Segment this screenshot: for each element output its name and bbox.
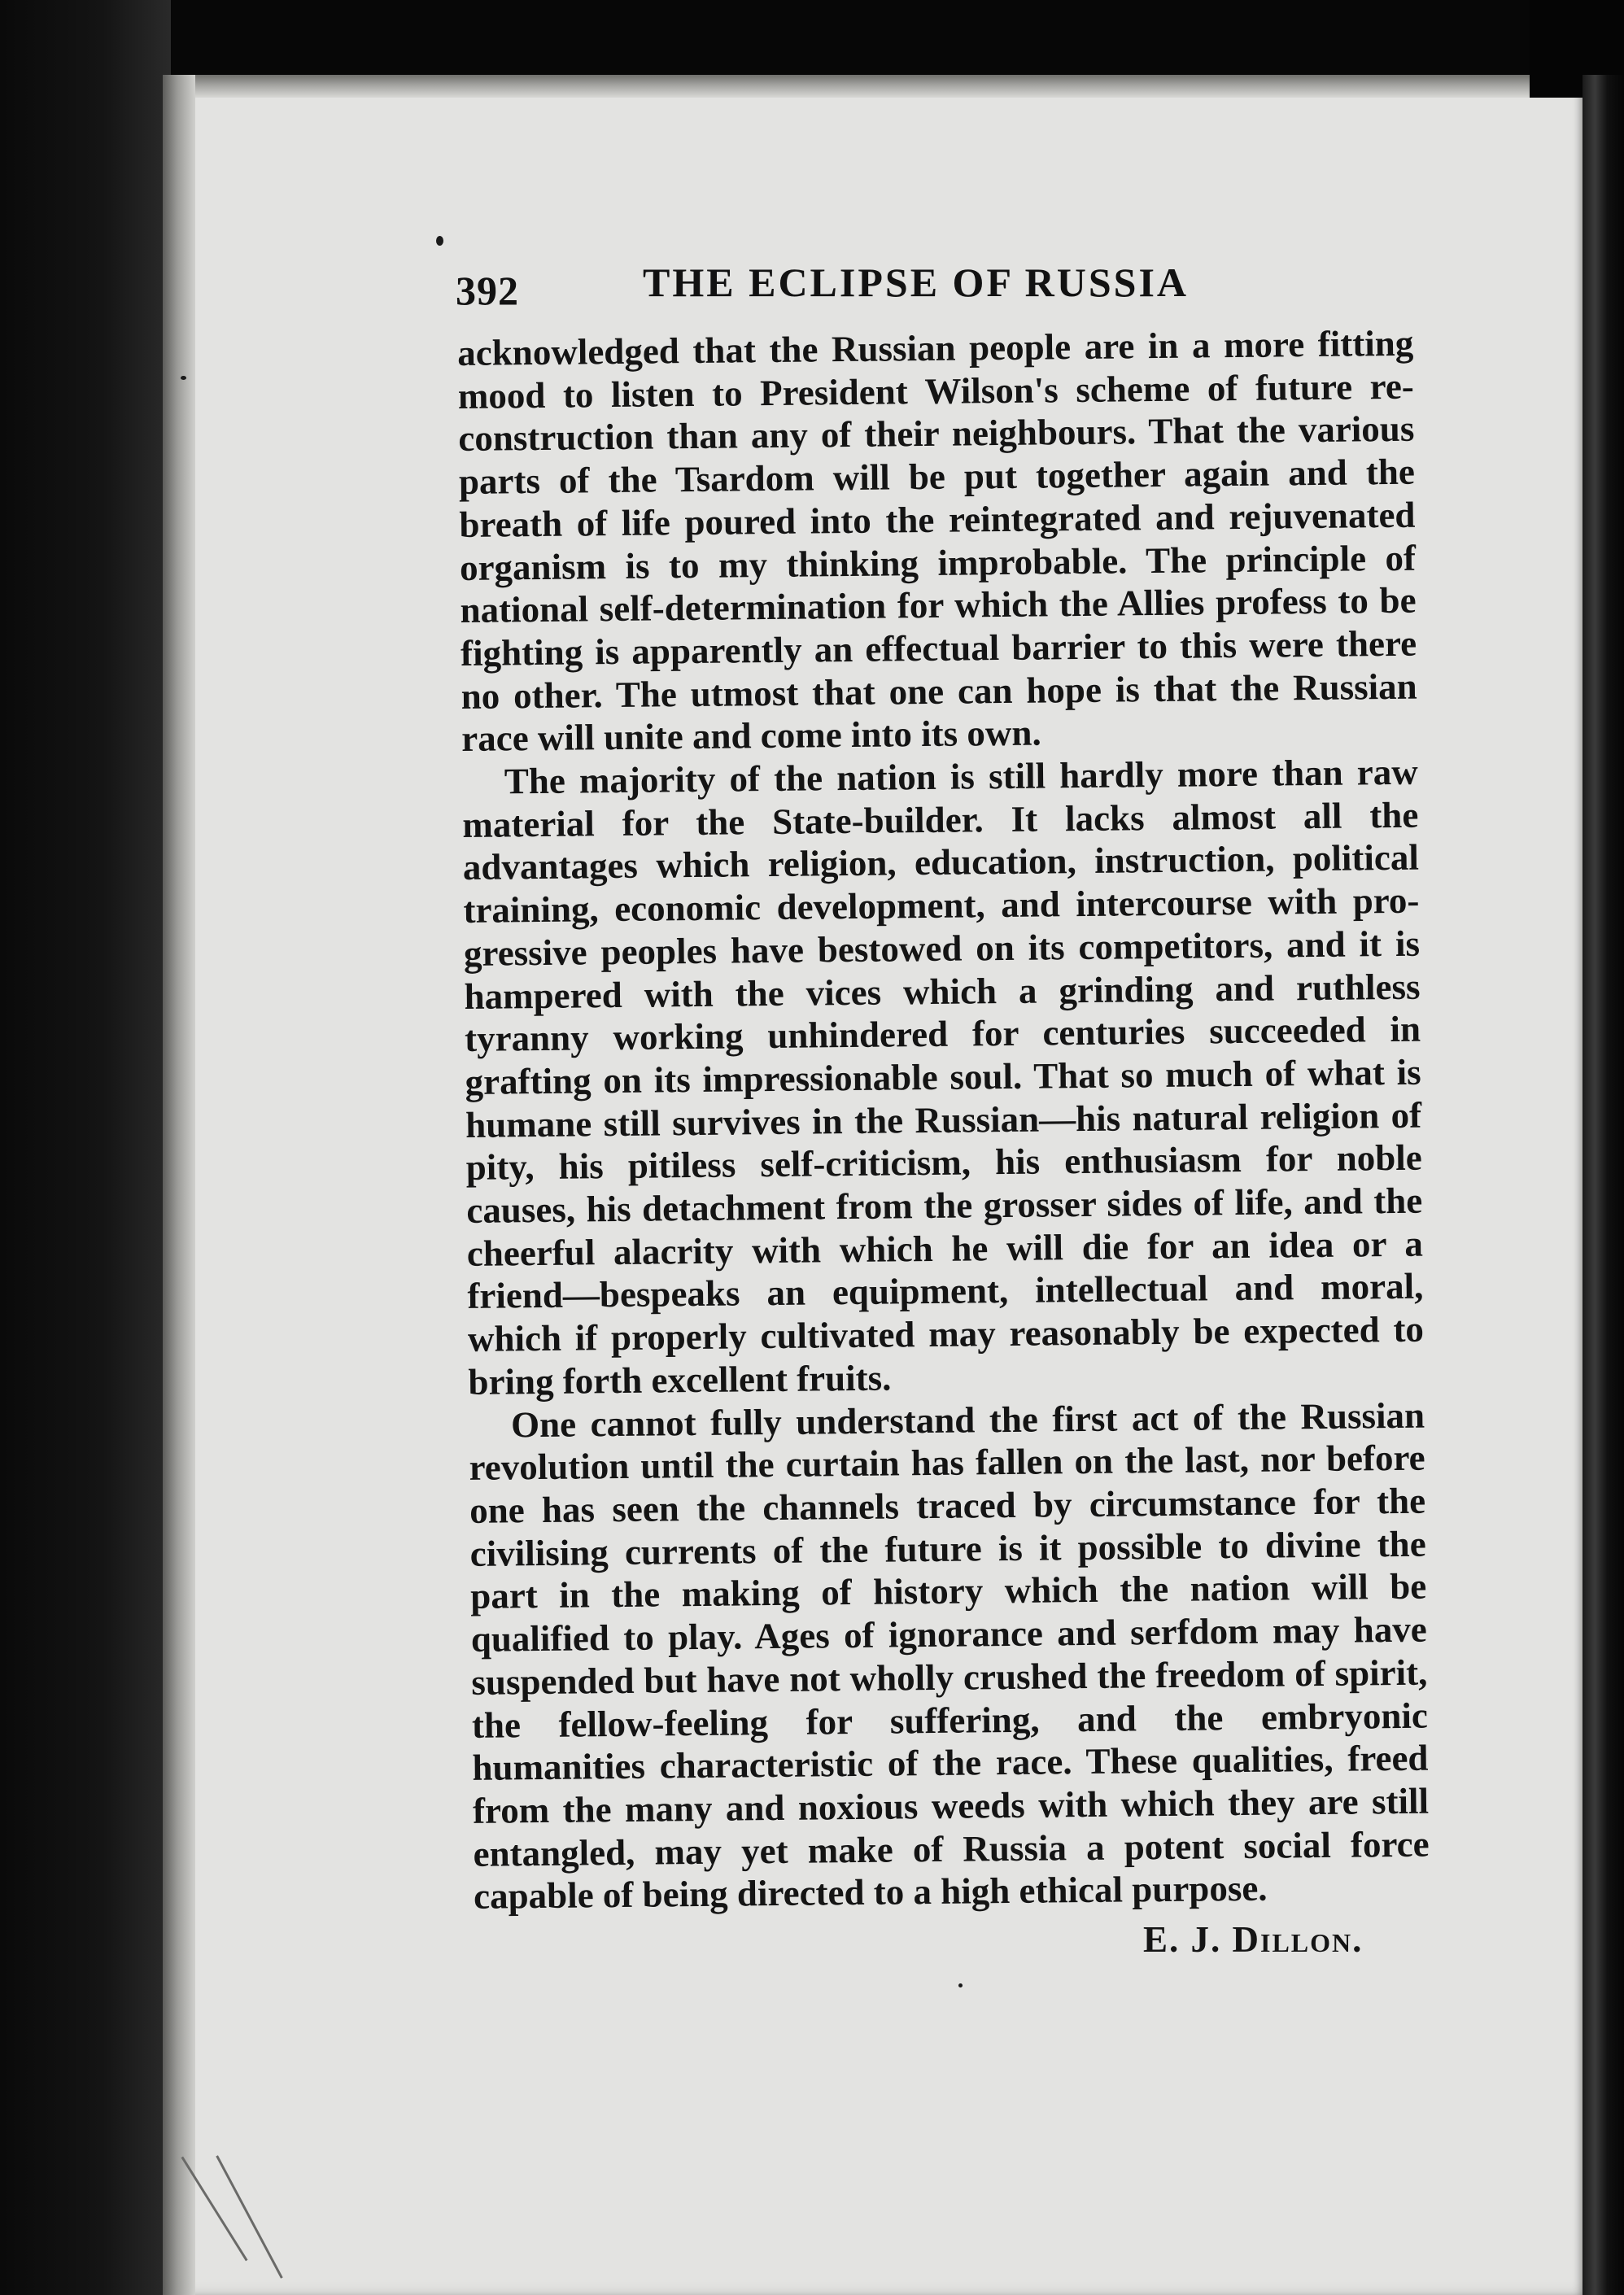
page-gutter — [163, 75, 195, 2295]
running-title: THE ECLIPSE OF RUSSIA — [643, 260, 1190, 305]
paragraph: The majority of the nation is still hardly more than raw material for the State-builder. It lacks almost all the advantages which religion, education, instruction, political training, economic development, and intercourse with pro-gressive peoples have bestowed on its competitors, and it is hampered with the vices which a grinding and ruthless tyranny working unhindered for centuries succeeded in grafting on its impressionable soul. That so much of what is humane still survives in the Russian—his natural religion of pity, his pitiless self-criticism, his enthusiasm for noble causes, his detachment from the grosser sides of life, and the cheerful alacrity with which he will die for an idea or a friend—bespeaks an equipment, intellectual and moral, which if properly cultivated may reasonably be expected to bring forth excellent fruits. — [462, 751, 1425, 1403]
ink-speck — [181, 376, 186, 380]
page-number: 392 — [456, 268, 519, 313]
body-text — [457, 322, 1430, 1918]
ink-speck — [958, 1983, 963, 1987]
scan-left-border — [0, 0, 171, 2295]
paragraph: acknowledged that the Russian people are in a more fitting mood to listen to President Wilson's scheme of future re-construction than any of their neighbours. That the various parts of the Tsardom will be put together again and the breath of life poured into the reintegrated and rejuvenated organism is to my thinking improbable. The principle of national self-determination for which the Allies profess to be fighting is apparently an effectual barrier to this were there no other. The utmost that one can hope is that the Russian race will unite and come into its own. — [457, 322, 1417, 760]
page-top-edge — [163, 75, 1583, 98]
author-signature: E. J. Dillon. — [1143, 1919, 1364, 1960]
scan-right-border — [1583, 75, 1624, 2295]
scan-top-border — [0, 0, 1624, 75]
ink-speck — [436, 236, 443, 246]
running-header — [456, 259, 1408, 324]
paragraph: One cannot fully understand the first act of the Russian revolution until the curtain has fallen on the last, nor before one has seen the channels traced by circumstance for the civilising currents of the future is it possible to divine the part in the making of history which the nation will be qualified to play. Ages of ignorance and serfdom may have suspended but have not wholly crushed the freedom of spirit, the fellow-feeling for suffering, and the embryonic humanities characteristic of the race. These qualities, freed from the many and noxious weeds with which they are still entangled, may yet make of Russia a potent social force capable of being directed to a high ethical purpose. — [469, 1394, 1430, 1918]
